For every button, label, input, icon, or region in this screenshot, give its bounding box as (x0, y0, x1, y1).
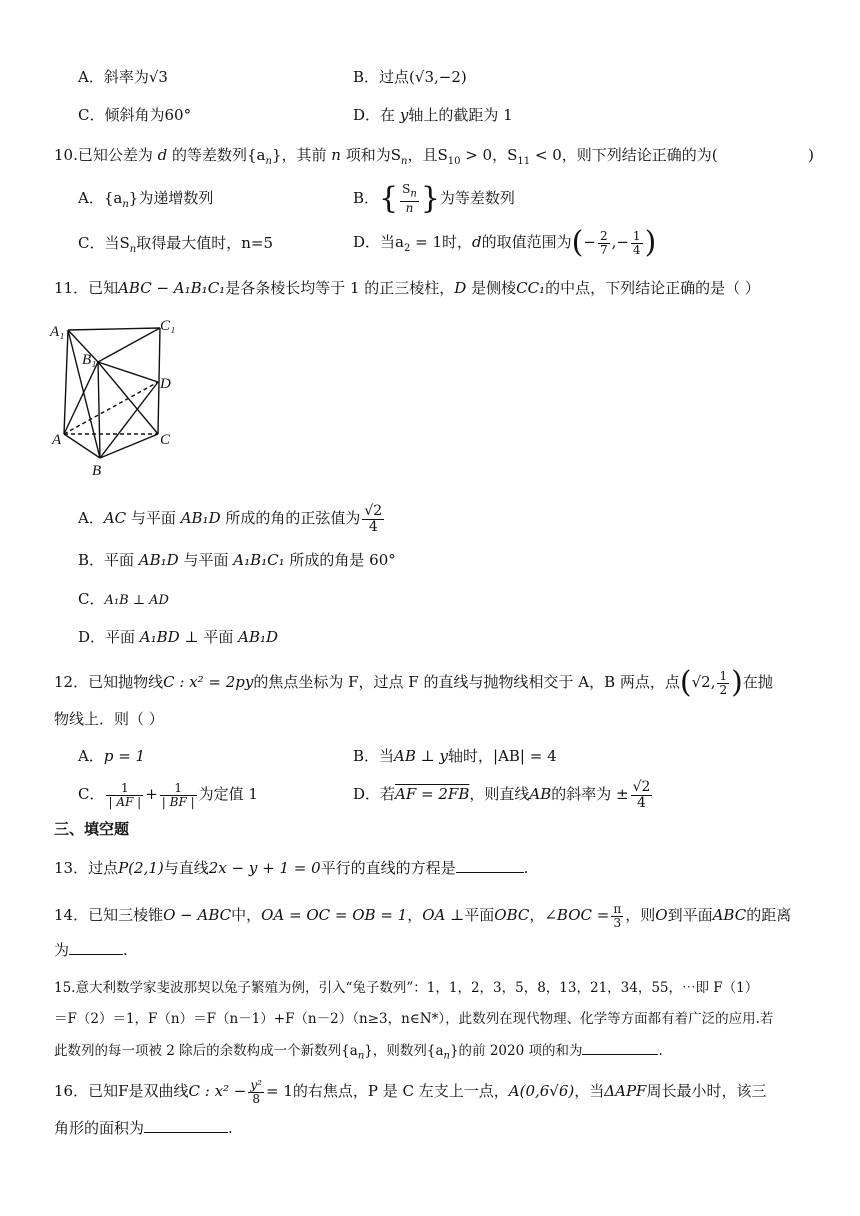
label-a: A (52, 432, 62, 448)
label-b1: B₁ (82, 352, 97, 368)
q9-option-b: B．过点(√3,−2) (353, 68, 467, 86)
q16-stem: 16．已知F是双曲线C : x² − $\frac{\text{y²}}{8}$ = 1的右焦点，P 是 C 左支上一点，A(0,6√6)，当ΔAPF周长最小时，该三 (54, 1077, 767, 1106)
q16-line2: 角形的面积为 . (54, 1119, 233, 1137)
q15-line2: ＝F（2）＝1，F（n）＝F（n－1）+F（n－2）（n≥3，n∈N*），此数列在现代物理、化学等方面都有着广泛的应用.若 (54, 1011, 774, 1027)
q10-option-d: D．当$a_2 = 1$时，d的取值范围为(− $\frac{2}{7}$ ,− $\frac{1}{4}$ ) (353, 225, 657, 260)
q13-answer-blank[interactable] (456, 858, 524, 873)
section-title: 三、填空题 (54, 820, 130, 838)
q11-stem: 11．已知ABC − A₁B₁C₁是各条棱长均等于 1 的正三棱柱，D 是侧棱CC₁的中点，下列结论正确的是（ ） (54, 279, 760, 297)
q12-option-b: B．当AB ⊥ y轴时，|AB| = 4 (353, 747, 557, 765)
q10-stem: 10.已知公差为 d 的等差数列$\{a_n\}$，其前 n 项和为$S_n$，且$S_{10} > 0$，$S_{11} < 0$，则下列结论正确的为( ) (54, 146, 814, 167)
q10-option-a: A．$\{a_n\}$为递增数列 (78, 189, 214, 210)
q16-answer-blank[interactable] (144, 1118, 228, 1133)
q14-line2: 为 . (54, 941, 128, 959)
q12-stem: 12．已知抛物线C : x² = 2py的焦点坐标为 F，过点 F 的直线与抛物线相交于 A，B 两点，点(√2, $\frac{1}{2}$ )在抛 (54, 665, 773, 700)
prism-figure (48, 318, 188, 480)
q14-answer-blank[interactable] (69, 940, 123, 955)
q10-option-b: B．{ $\frac{S_n}{n}$ }为等差数列 (353, 181, 515, 216)
q11-option-d: D．平面 A₁BD ⊥ 平面 AB₁D (78, 628, 279, 646)
q11-option-a: A．AC 与平面 AB₁D 所成的角的正弦值为 $\frac{√2}{4}$ (78, 502, 383, 535)
q12-option-d: D．若AF = 2FB，则直线AB的斜率为 ± $\frac{√2}{4}$ (353, 778, 651, 811)
q15-line1: 15.意大利数学家斐波那契以兔子繁殖为例，引入“兔子数列”：1，1，2，3，5，8，13，21，34，55，⋯即 F（1） (54, 980, 759, 996)
edge-b1-c1 (98, 328, 160, 362)
q9-option-d: D．在 y轴上的截距为 1 (353, 106, 513, 124)
q11-option-b: B．平面 AB₁D 与平面 A₁B₁C₁ 所成的角是 60° (78, 551, 396, 569)
edge-a-d-hidden (64, 382, 158, 434)
label-b: B (92, 463, 102, 479)
edge-a-b1 (64, 362, 98, 434)
edge-b1-b (98, 362, 100, 458)
edge-a1-a (64, 330, 68, 434)
q15-answer-blank[interactable] (582, 1040, 658, 1055)
label-a1: A₁ (50, 324, 65, 340)
edge-a1-b (68, 330, 100, 458)
label-c: C (160, 432, 171, 448)
q10-option-c: C．当$S_n$取得最大值时，n=5 (78, 234, 273, 255)
edge-a1-c1 (68, 328, 160, 330)
q11-option-c: C．A₁B ⊥ AD (78, 590, 169, 608)
label-d: D (160, 376, 171, 392)
label-c1: C₁ (160, 318, 176, 334)
q9-option-a: A．斜率为√3 (78, 68, 168, 86)
q15-line3: 此数列的每一项被 2 除后的余数构成一个新数列$\{a_n\}$，则数列$\{a_n\}$的前 2020 项的和为 . (54, 1040, 663, 1067)
q9-option-c: C．倾斜角为60° (78, 106, 192, 124)
q12-stem-line2: 物线上．则（ ） (54, 710, 164, 728)
q12-option-a: A．p = 1 (78, 747, 146, 765)
q12-option-c: C． $\frac{1}{| AF |}$ + $\frac{1}{| BF |}$ 为定值 1 (78, 780, 258, 809)
q14-stem: 14．已知三棱锥O − ABC中，OA = OC = OB = 1，OA ⊥平面OBC，∠BOC = $\frac{\pi}{3}$ ，则O到平面ABC的距离 (54, 901, 792, 930)
q13-stem: 13．过点P(2,1)与直线2x − y + 1 = 0平行的直线的方程是 . (54, 859, 529, 877)
